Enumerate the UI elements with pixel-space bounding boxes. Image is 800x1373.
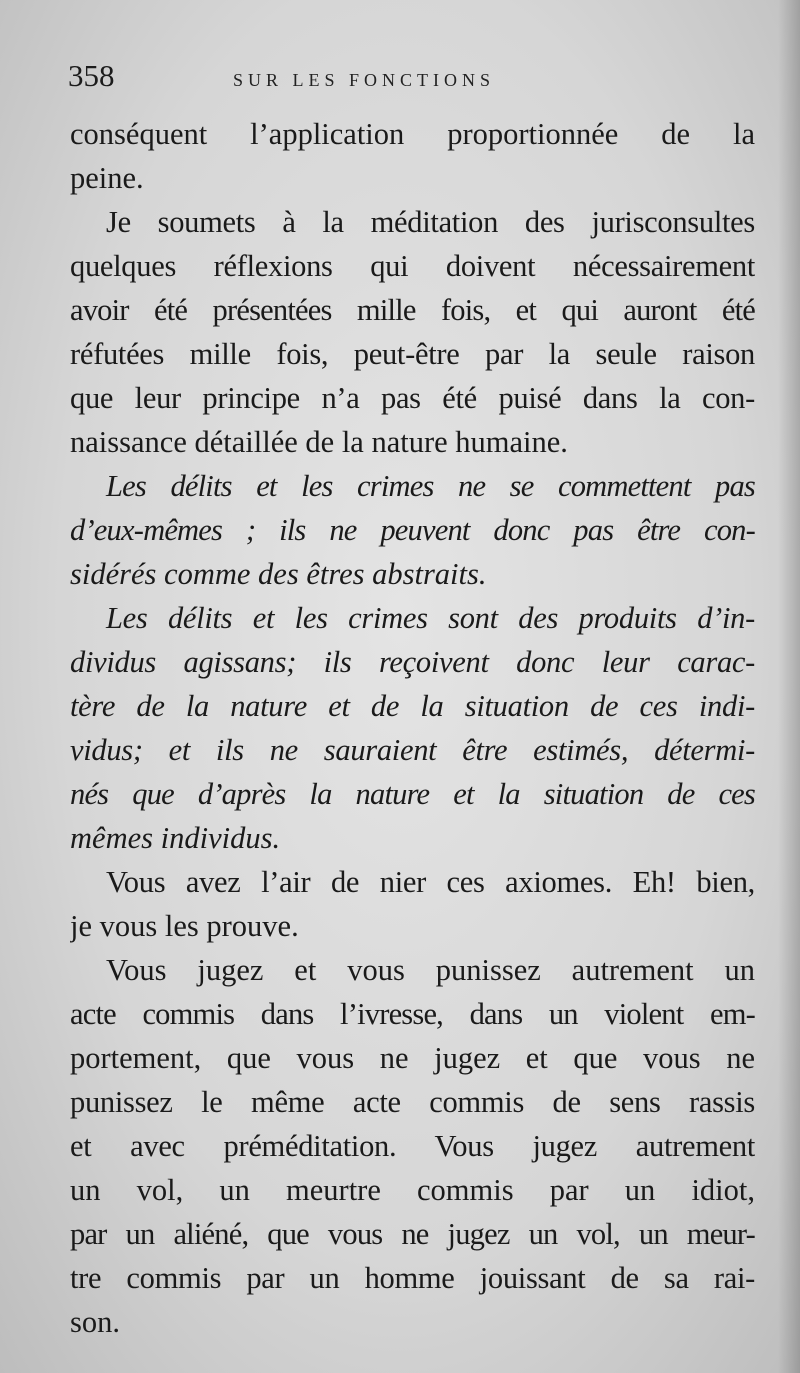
- text-line: sidérés comme des êtres abstraits.: [70, 557, 487, 591]
- page-edge-shadow: [778, 0, 800, 1373]
- text-line: réfutées mille fois, peut-être par la seule raison: [70, 337, 755, 371]
- body-text: [70, 112, 755, 1344]
- text-line: portement, que vous ne jugez et que vous ne: [70, 1041, 755, 1075]
- text-line: Les délits et les crimes sont des produits d’in-: [106, 601, 755, 635]
- text-line: avoir été présentées mille fois, et qui auront été: [70, 293, 755, 327]
- running-head: SUR LES FONCTIONS: [233, 70, 496, 90]
- text-line: naissance détaillée de la nature humaine.: [70, 425, 568, 459]
- text-line: Je soumets à la méditation des jurisconsultes: [106, 205, 755, 239]
- page-number: 358: [68, 58, 115, 93]
- text-line: que leur principe n’a pas été puisé dans la con-: [70, 381, 755, 415]
- text-line: son.: [70, 1305, 120, 1339]
- text-line: quelques réflexions qui doivent nécessairement: [70, 249, 755, 283]
- text-line: vidus; et ils ne sauraient être estimés, détermi-: [70, 733, 755, 767]
- text-line: par un aliéné, que vous ne jugez un vol, un meur-: [70, 1217, 755, 1251]
- text-line: nés que d’après la nature et la situation de ces: [70, 777, 755, 811]
- text-line: un vol, un meurtre commis par un idiot,: [70, 1173, 755, 1207]
- text-line: conséquent l’application proportionnée de la: [70, 117, 755, 151]
- text-line: peine.: [70, 161, 144, 195]
- text-line: Les délits et les crimes ne se commettent pas: [106, 469, 755, 503]
- text-line: mêmes individus.: [70, 821, 281, 855]
- page-header: [68, 58, 768, 98]
- text-line: punissez le même acte commis de sens rassis: [70, 1085, 755, 1119]
- text-line: Vous avez l’air de nier ces axiomes. Eh! bien,: [106, 865, 755, 899]
- text-line: je vous les prouve.: [70, 909, 299, 943]
- text-line: tère de la nature et de la situation de ces indi-: [70, 689, 755, 723]
- text-line: tre commis par un homme jouissant de sa rai-: [70, 1261, 755, 1295]
- text-line: d’eux-mêmes ; ils ne peuvent donc pas être con-: [70, 513, 755, 547]
- text-line: dividus agissans; ils reçoivent donc leur carac-: [70, 645, 755, 679]
- text-line: et avec préméditation. Vous jugez autrement: [70, 1129, 755, 1163]
- text-line: Vous jugez et vous punissez autrement un: [106, 953, 755, 987]
- text-line: acte commis dans l’ivresse, dans un violent em-: [70, 997, 755, 1031]
